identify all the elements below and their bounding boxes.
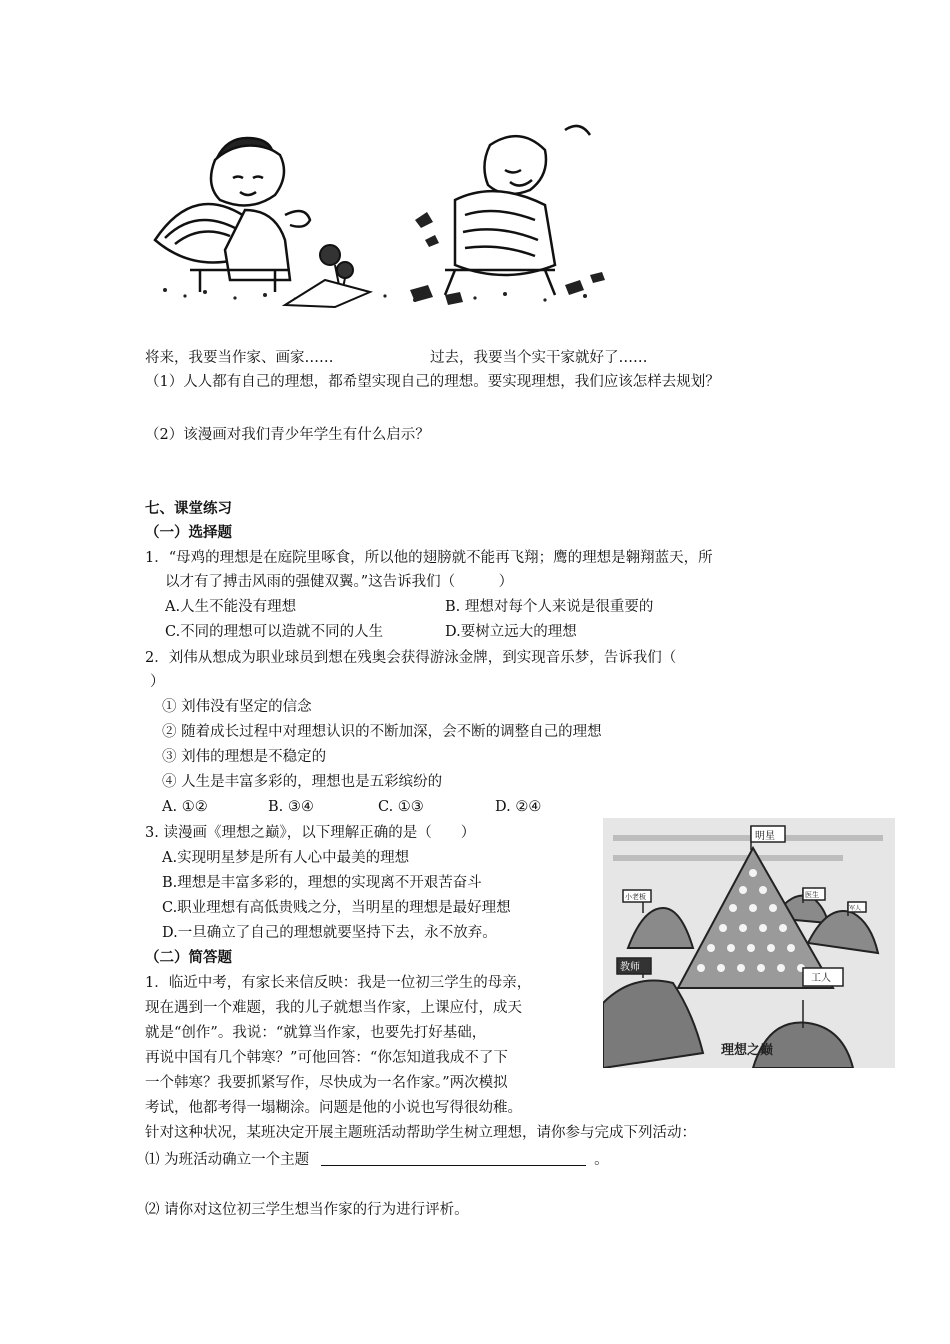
cartoon-question-1: （1）人人都有自己的理想，都希望实现自己的理想。要实现理想，我们应该怎样去规划？ xyxy=(145,374,720,390)
section-title: 七、课堂练习 xyxy=(145,500,232,517)
q1-option-b: B. 理想对每个人来说是很重要的 xyxy=(445,599,654,615)
cartoon-dreamers xyxy=(145,120,615,320)
essay-line-1: 1．临近中考，有家长来信反映：我是一位初三学生的母亲， xyxy=(145,975,532,991)
q2-statement-3: ③ 刘伟的理想是不稳定的 xyxy=(162,749,327,765)
q2-statement-1: ① 刘伟没有坚定的信念 xyxy=(162,699,312,715)
q1-stem-line2: 以才有了搏击风雨的强健双翼。”这告诉我们（ ） xyxy=(165,574,514,590)
q1-option-c: C.不同的理想可以造就不同的人生 xyxy=(165,624,384,640)
essay-line-2: 现在遇到一个难题，我的儿子就想当作家，上课应付，成天 xyxy=(145,1000,522,1016)
essay-task-1-suffix: 。 xyxy=(594,1152,609,1168)
essay-line-5: 一个韩寒？我要抓紧写作，尽快成为一名作家。”两次模拟 xyxy=(145,1075,508,1091)
essay-task-1 xyxy=(145,1150,609,1170)
flag-small-3: 军人 xyxy=(849,905,862,912)
essay-task-1-prefix: ⑴ 为班活动确立一个主题 xyxy=(145,1152,310,1168)
q2-option-d: D. ②④ xyxy=(495,799,542,815)
q1-option-d: D.要树立远大的理想 xyxy=(445,624,577,640)
essay-line-3: 就是“创作”。我说：“就算当作家，也要先打好基础， xyxy=(145,1025,487,1041)
cartoon-question-2: （2）该漫画对我们青少年学生有什么启示？ xyxy=(145,427,430,443)
q3-option-c: C.职业理想有高低贵贱之分，当明星的理想是最好理想 xyxy=(162,900,511,916)
q3-stem: 3. 读漫画《理想之巅》，以下理解正确的是（ ） xyxy=(145,825,476,841)
q3-option-a: A.实现明星梦是所有人心中最美的理想 xyxy=(162,850,410,866)
q1-option-a: A.人生不能没有理想 xyxy=(165,599,297,615)
part1-title: （一）选择题 xyxy=(145,524,232,541)
flag-teacher: 教师 xyxy=(620,962,640,973)
q3-option-d: D.一旦确立了自己的理想就要坚持下去，永不放弃。 xyxy=(162,925,497,941)
q2-stem-line1: 2．刘伟从想成为职业球员到想在残奥会获得游泳金牌，到实现音乐梦，告诉我们（ xyxy=(145,650,677,666)
q2-option-b: B. ③④ xyxy=(268,799,314,815)
q2-statement-4: ④ 人生是丰富多彩的，理想也是五彩缤纷的 xyxy=(162,774,443,790)
q2-statement-2: ② 随着成长过程中对理想认识的不断加深，会不断的调整自己的理想 xyxy=(162,724,602,740)
q2-stem-line2: ） xyxy=(150,674,165,690)
q2-option-a: A. ①② xyxy=(162,799,208,815)
essay-line-6: 考试，他都考得一塌糊涂。问题是他的小说也写得很幼稚。 xyxy=(145,1100,522,1116)
q2-option-c: C. ①③ xyxy=(378,799,424,815)
peak-cartoon-caption: 理想之巅 xyxy=(721,1043,774,1058)
flag-small-2: 医生 xyxy=(805,891,819,899)
essay-line-7: 针对这种状况，某班决定开展主题班活动帮助学生树立理想，请你参与完成下列活动： xyxy=(145,1125,696,1141)
essay-task-2: ⑵ 请你对这位初三学生想当作家的行为进行评析。 xyxy=(145,1202,469,1218)
q1-stem-line1: 1．“母鸡的理想是在庭院里啄食，所以他的翅膀就不能再飞翔；鹰的理想是翱翔蓝天，所 xyxy=(145,550,713,566)
flag-star: 明星 xyxy=(755,831,775,842)
peak-cartoon xyxy=(603,818,895,1068)
flag-worker: 工人 xyxy=(811,973,831,984)
flag-small-1: 小老板 xyxy=(625,893,646,901)
q3-option-b: B.理想是丰富多彩的，理想的实现离不开艰苦奋斗 xyxy=(162,875,482,891)
theme-answer-blank[interactable] xyxy=(321,1151,586,1166)
part2-title: （二）简答题 xyxy=(145,949,232,966)
cartoon-caption-right: 过去，我要当个实干家就好了…… xyxy=(430,350,648,366)
essay-line-4: 再说中国有几个韩寒？”可他回答：“你怎知道我成不了下 xyxy=(145,1050,508,1066)
cartoon-caption-left: 将来，我要当作家、画家…… xyxy=(145,350,334,366)
